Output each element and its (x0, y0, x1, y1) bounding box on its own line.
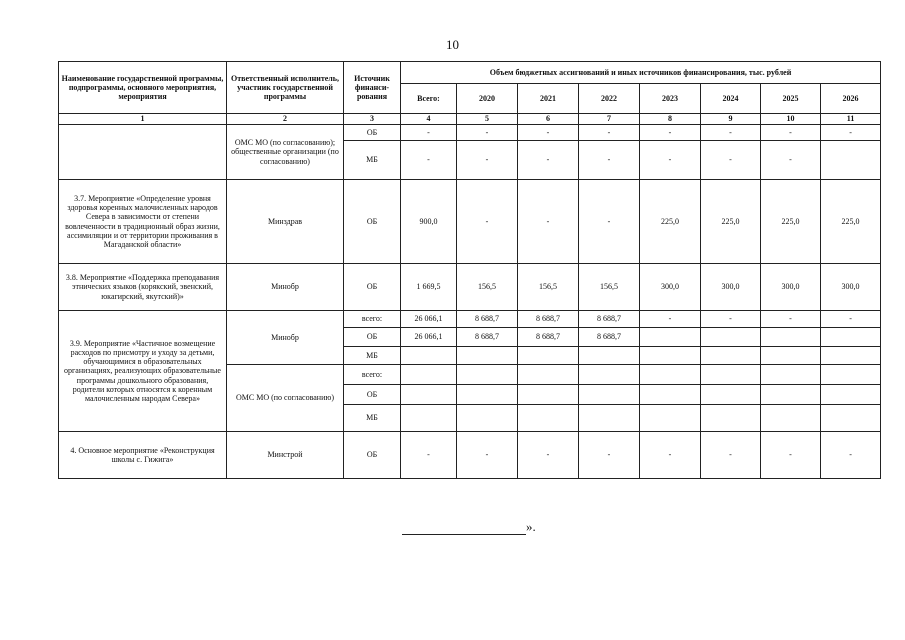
value-cell: - (401, 432, 457, 479)
table-row (59, 432, 881, 479)
column-number: 4 (401, 114, 457, 125)
header-source: Источник финанси-рования (344, 62, 401, 114)
value-cell: 26 066,1 (401, 328, 457, 347)
header-total: Всего: (401, 84, 457, 114)
value-cell: - (457, 432, 518, 479)
value-cell (701, 385, 761, 405)
value-cell (701, 347, 761, 365)
value-cell: 8 688,7 (579, 328, 640, 347)
row-source: ОБ (344, 264, 401, 311)
row-source: МБ (344, 141, 401, 180)
header-year: 2023 (640, 84, 701, 114)
value-cell (518, 385, 579, 405)
value-cell (401, 405, 457, 432)
closing-mark (402, 519, 536, 535)
value-cell: - (518, 125, 579, 141)
value-cell: - (640, 125, 701, 141)
value-cell: 26 066,1 (401, 311, 457, 328)
value-cell (401, 385, 457, 405)
signature-line (402, 521, 526, 535)
value-cell: - (579, 180, 640, 264)
column-number: 2 (227, 114, 344, 125)
value-cell: 8 688,7 (457, 311, 518, 328)
value-cell: 225,0 (640, 180, 701, 264)
value-cell: 225,0 (821, 180, 881, 264)
value-cell: - (640, 311, 701, 328)
table-row (59, 311, 881, 328)
value-cell: 900,0 (401, 180, 457, 264)
row-name: 3.8. Мероприятие «Поддержка преподавания этнических языков (корякский, эвенский, юкагирский, якутский)» (59, 264, 227, 311)
row-name: 3.7. Мероприятие «Определение уровня здоровья коренных малочисленных народов Севера в зависимости от степени вовлеченности в традиционный образ жизни, ассимиляции и от территории проживания в Магаданской области» (59, 180, 227, 264)
value-cell: - (401, 141, 457, 180)
value-cell (821, 365, 881, 385)
column-number: 9 (701, 114, 761, 125)
value-cell: - (701, 141, 761, 180)
value-cell (821, 385, 881, 405)
value-cell (761, 405, 821, 432)
value-cell: - (821, 432, 881, 479)
value-cell: 8 688,7 (518, 328, 579, 347)
value-cell: 8 688,7 (457, 328, 518, 347)
value-cell: - (518, 180, 579, 264)
row-name-empty (59, 125, 227, 180)
value-cell: 8 688,7 (518, 311, 579, 328)
column-number: 3 (344, 114, 401, 125)
value-cell: - (457, 180, 518, 264)
value-cell (457, 385, 518, 405)
value-cell (579, 385, 640, 405)
header-year: 2021 (518, 84, 579, 114)
value-cell: 300,0 (640, 264, 701, 311)
value-cell: - (821, 311, 881, 328)
value-cell (640, 365, 701, 385)
page-number: 10 (446, 37, 459, 52)
value-cell (640, 347, 701, 365)
value-cell (701, 365, 761, 385)
table-row (59, 125, 881, 141)
value-cell: - (701, 311, 761, 328)
row-executor: Минобр (227, 311, 344, 365)
row-source: ОБ (344, 180, 401, 264)
row-source: МБ (344, 405, 401, 432)
column-number: 7 (579, 114, 640, 125)
value-cell: - (701, 432, 761, 479)
value-cell (579, 347, 640, 365)
value-cell: - (518, 432, 579, 479)
value-cell: - (761, 432, 821, 479)
column-number: 10 (761, 114, 821, 125)
value-cell: 156,5 (457, 264, 518, 311)
value-cell (457, 365, 518, 385)
row-source: МБ (344, 347, 401, 365)
column-number: 11 (821, 114, 881, 125)
header-year: 2025 (761, 84, 821, 114)
row-source: ОБ (344, 432, 401, 479)
value-cell (518, 405, 579, 432)
value-cell (821, 328, 881, 347)
value-cell: 225,0 (761, 180, 821, 264)
row-source: ОБ (344, 385, 401, 405)
value-cell (701, 328, 761, 347)
value-cell: - (640, 432, 701, 479)
value-cell: 156,5 (579, 264, 640, 311)
value-cell (821, 347, 881, 365)
value-cell (640, 328, 701, 347)
header-volume: Объем бюджетных ассигнований и иных источников финансирования, тыс. рублей (401, 62, 881, 84)
value-cell (821, 141, 881, 180)
value-cell (401, 347, 457, 365)
column-number: 8 (640, 114, 701, 125)
value-cell (518, 347, 579, 365)
header-year: 2022 (579, 84, 640, 114)
value-cell: 156,5 (518, 264, 579, 311)
column-number: 5 (457, 114, 518, 125)
column-number: 6 (518, 114, 579, 125)
value-cell: - (579, 125, 640, 141)
row-executor: ОМС МО (по согласованию) (227, 365, 344, 432)
row-name: 4. Основное мероприятие «Реконструкция школы с. Гижига» (59, 432, 227, 479)
value-cell: - (401, 125, 457, 141)
row-source: всего: (344, 311, 401, 328)
budget-table (58, 61, 881, 479)
value-cell: 300,0 (821, 264, 881, 311)
value-cell (761, 385, 821, 405)
value-cell: - (640, 141, 701, 180)
header-executor: Ответственный исполнитель, участник государственной программы (227, 62, 344, 114)
table-row (59, 180, 881, 264)
value-cell: 1 669,5 (401, 264, 457, 311)
value-cell (579, 405, 640, 432)
value-cell: - (761, 125, 821, 141)
value-cell (579, 365, 640, 385)
row-name: 3.9. Мероприятие «Частичное возмещение расходов по присмотру и уходу за детьми, обучающимися в образовательных организациях, реализующих образовательные программы дошкольного образования, родители которых относятся к коренным малочисленным народам Севера» (59, 311, 227, 432)
value-cell: 300,0 (761, 264, 821, 311)
header-year: 2020 (457, 84, 518, 114)
value-cell (518, 365, 579, 385)
value-cell: - (761, 141, 821, 180)
row-executor: ОМС МО (по согласованию); общественные организации (по согласованию) (227, 125, 344, 180)
value-cell: - (579, 141, 640, 180)
row-source: всего: (344, 365, 401, 385)
value-cell (761, 347, 821, 365)
value-cell: - (457, 125, 518, 141)
value-cell: - (457, 141, 518, 180)
value-cell (761, 365, 821, 385)
value-cell (701, 405, 761, 432)
row-executor: Минздрав (227, 180, 344, 264)
value-cell (640, 405, 701, 432)
row-executor: Минобр (227, 264, 344, 311)
table-row (59, 264, 881, 311)
value-cell: - (579, 432, 640, 479)
value-cell: 300,0 (701, 264, 761, 311)
row-source: ОБ (344, 328, 401, 347)
value-cell (401, 365, 457, 385)
value-cell: - (518, 141, 579, 180)
value-cell: - (821, 125, 881, 141)
value-cell (821, 405, 881, 432)
closing-quote: ». (526, 519, 536, 534)
value-cell (640, 385, 701, 405)
header-year: 2024 (701, 84, 761, 114)
value-cell (761, 328, 821, 347)
value-cell: - (701, 125, 761, 141)
value-cell: 8 688,7 (579, 311, 640, 328)
value-cell (457, 405, 518, 432)
header-name: Наименование государственной программы, подпрограммы, основного мероприятия, мероприятия (59, 62, 227, 114)
value-cell: 225,0 (701, 180, 761, 264)
header-year: 2026 (821, 84, 881, 114)
value-cell (457, 347, 518, 365)
row-source: ОБ (344, 125, 401, 141)
value-cell: - (761, 311, 821, 328)
column-numbers-row (59, 114, 881, 125)
row-executor: Минстрой (227, 432, 344, 479)
column-number: 1 (59, 114, 227, 125)
